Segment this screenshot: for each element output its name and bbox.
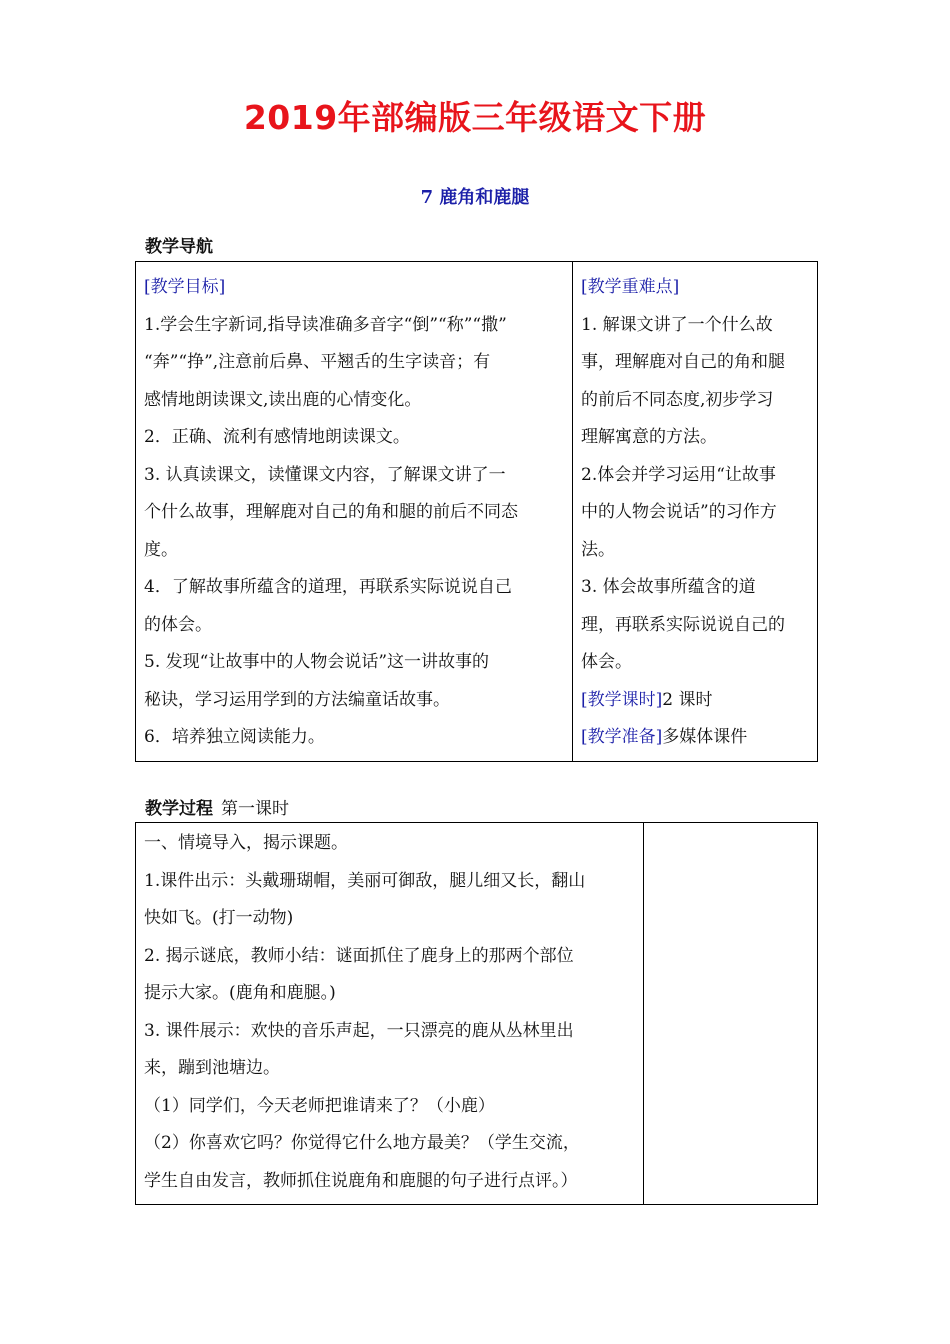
process-line: 学生自由发言，教师抓住说鹿角和鹿腿的句子进行点评。） xyxy=(144,1170,578,1191)
process-line: 3. 课件展示：欢快的音乐声起，一只漂亮的鹿从丛林里出 xyxy=(144,1020,574,1041)
guide-heading-text: 教学导航 xyxy=(145,237,213,257)
objective-line: 度。 xyxy=(144,539,178,560)
process-line: 2. 揭示谜底，教师小结：谜面抓住了鹿身上的那两个部位 xyxy=(144,945,574,966)
process-table xyxy=(135,822,818,1205)
process-heading-text: 教学过程 xyxy=(145,799,213,819)
key-point-line: 事，理解鹿对自己的角和腿 xyxy=(581,352,785,372)
process-line: 1.课件出示：头戴珊瑚帽，美丽可御敌，腿儿细又长，翻山 xyxy=(144,870,586,891)
key-point-line: 的前后不同态度,初步学习 xyxy=(581,389,774,410)
preparation-label: [教学准备] xyxy=(581,727,663,747)
key-point-line: 体会。 xyxy=(581,652,632,672)
class-hours-value: 2 课时 xyxy=(662,689,713,710)
guide-table xyxy=(135,261,818,762)
objective-line: 4．了解故事所蕴含的道理，再联系实际说说自己 xyxy=(144,577,512,597)
objectives-cell xyxy=(136,262,573,762)
process-line: 提示大家。(鹿角和鹿腿。) xyxy=(144,983,336,1003)
objective-line: “奔”“挣”,注意前后鼻、平翘舌的生字读音；有 xyxy=(144,352,491,372)
process-line: 一、情境导入，揭示课题。 xyxy=(144,833,348,853)
key-point-line: 中的人物会说话”的习作方 xyxy=(581,502,777,522)
objective-line: 感情地朗读课文,读出鹿的心情变化。 xyxy=(144,389,422,410)
key-point-line: 2.体会并学习运用“让故事 xyxy=(581,464,776,485)
objective-line: 个什么故事，理解鹿对自己的角和腿的前后不同态 xyxy=(144,502,518,522)
key-point-line: 1. 解课文讲了一个什么故 xyxy=(581,314,773,335)
objective-line: 的体会。 xyxy=(144,614,212,635)
class-hours-row xyxy=(581,682,809,720)
process-notes-cell xyxy=(644,823,818,1205)
period-label: 第一课时 xyxy=(221,799,289,819)
key-points-cell xyxy=(573,262,818,762)
preparation-row xyxy=(581,719,809,757)
key-points-label: [教学重难点] xyxy=(581,277,680,297)
class-hours-label: [教学课时] xyxy=(581,689,663,710)
objective-line: 5. 发现“让故事中的人物会说话”这一讲故事的 xyxy=(144,652,490,672)
objective-line: 秘诀，学习运用学到的方法编童话故事。 xyxy=(144,689,450,710)
process-line: （2）你喜欢它吗？你觉得它什么地方最美？（学生交流， xyxy=(144,1133,580,1153)
lesson-title: 7 鹿角和鹿腿 xyxy=(420,187,530,208)
key-point-line: 法。 xyxy=(581,539,615,560)
objective-line: 6．培养独立阅读能力。 xyxy=(144,727,325,747)
document-title: 2019年部编版三年级语文下册 xyxy=(243,98,707,137)
process-line: （1）同学们，今天老师把谁请来了？（小鹿） xyxy=(144,1095,495,1116)
objective-line: 3. 认真读课文，读懂课文内容，了解课文讲了一 xyxy=(144,464,506,485)
objectives-label: [教学目标] xyxy=(144,277,226,297)
process-heading xyxy=(145,794,289,819)
guide-heading xyxy=(145,232,213,257)
objective-line: 1.学会生字新词,指导读准确多音字“倒”“称”“撒” xyxy=(144,314,507,335)
key-point-line: 理，再联系实际说说自己的 xyxy=(581,614,785,635)
key-point-line: 理解寓意的方法。 xyxy=(581,427,717,447)
preparation-value: 多媒体课件 xyxy=(662,727,748,747)
key-point-line: 3. 体会故事所蕴含的道 xyxy=(581,577,756,597)
process-content-cell xyxy=(136,823,644,1205)
process-line: 来，蹦到池塘边。 xyxy=(144,1058,280,1078)
process-line: 快如飞。(打一动物) xyxy=(144,908,294,928)
objective-line: 2．正确、流利有感情地朗读课文。 xyxy=(144,427,410,447)
